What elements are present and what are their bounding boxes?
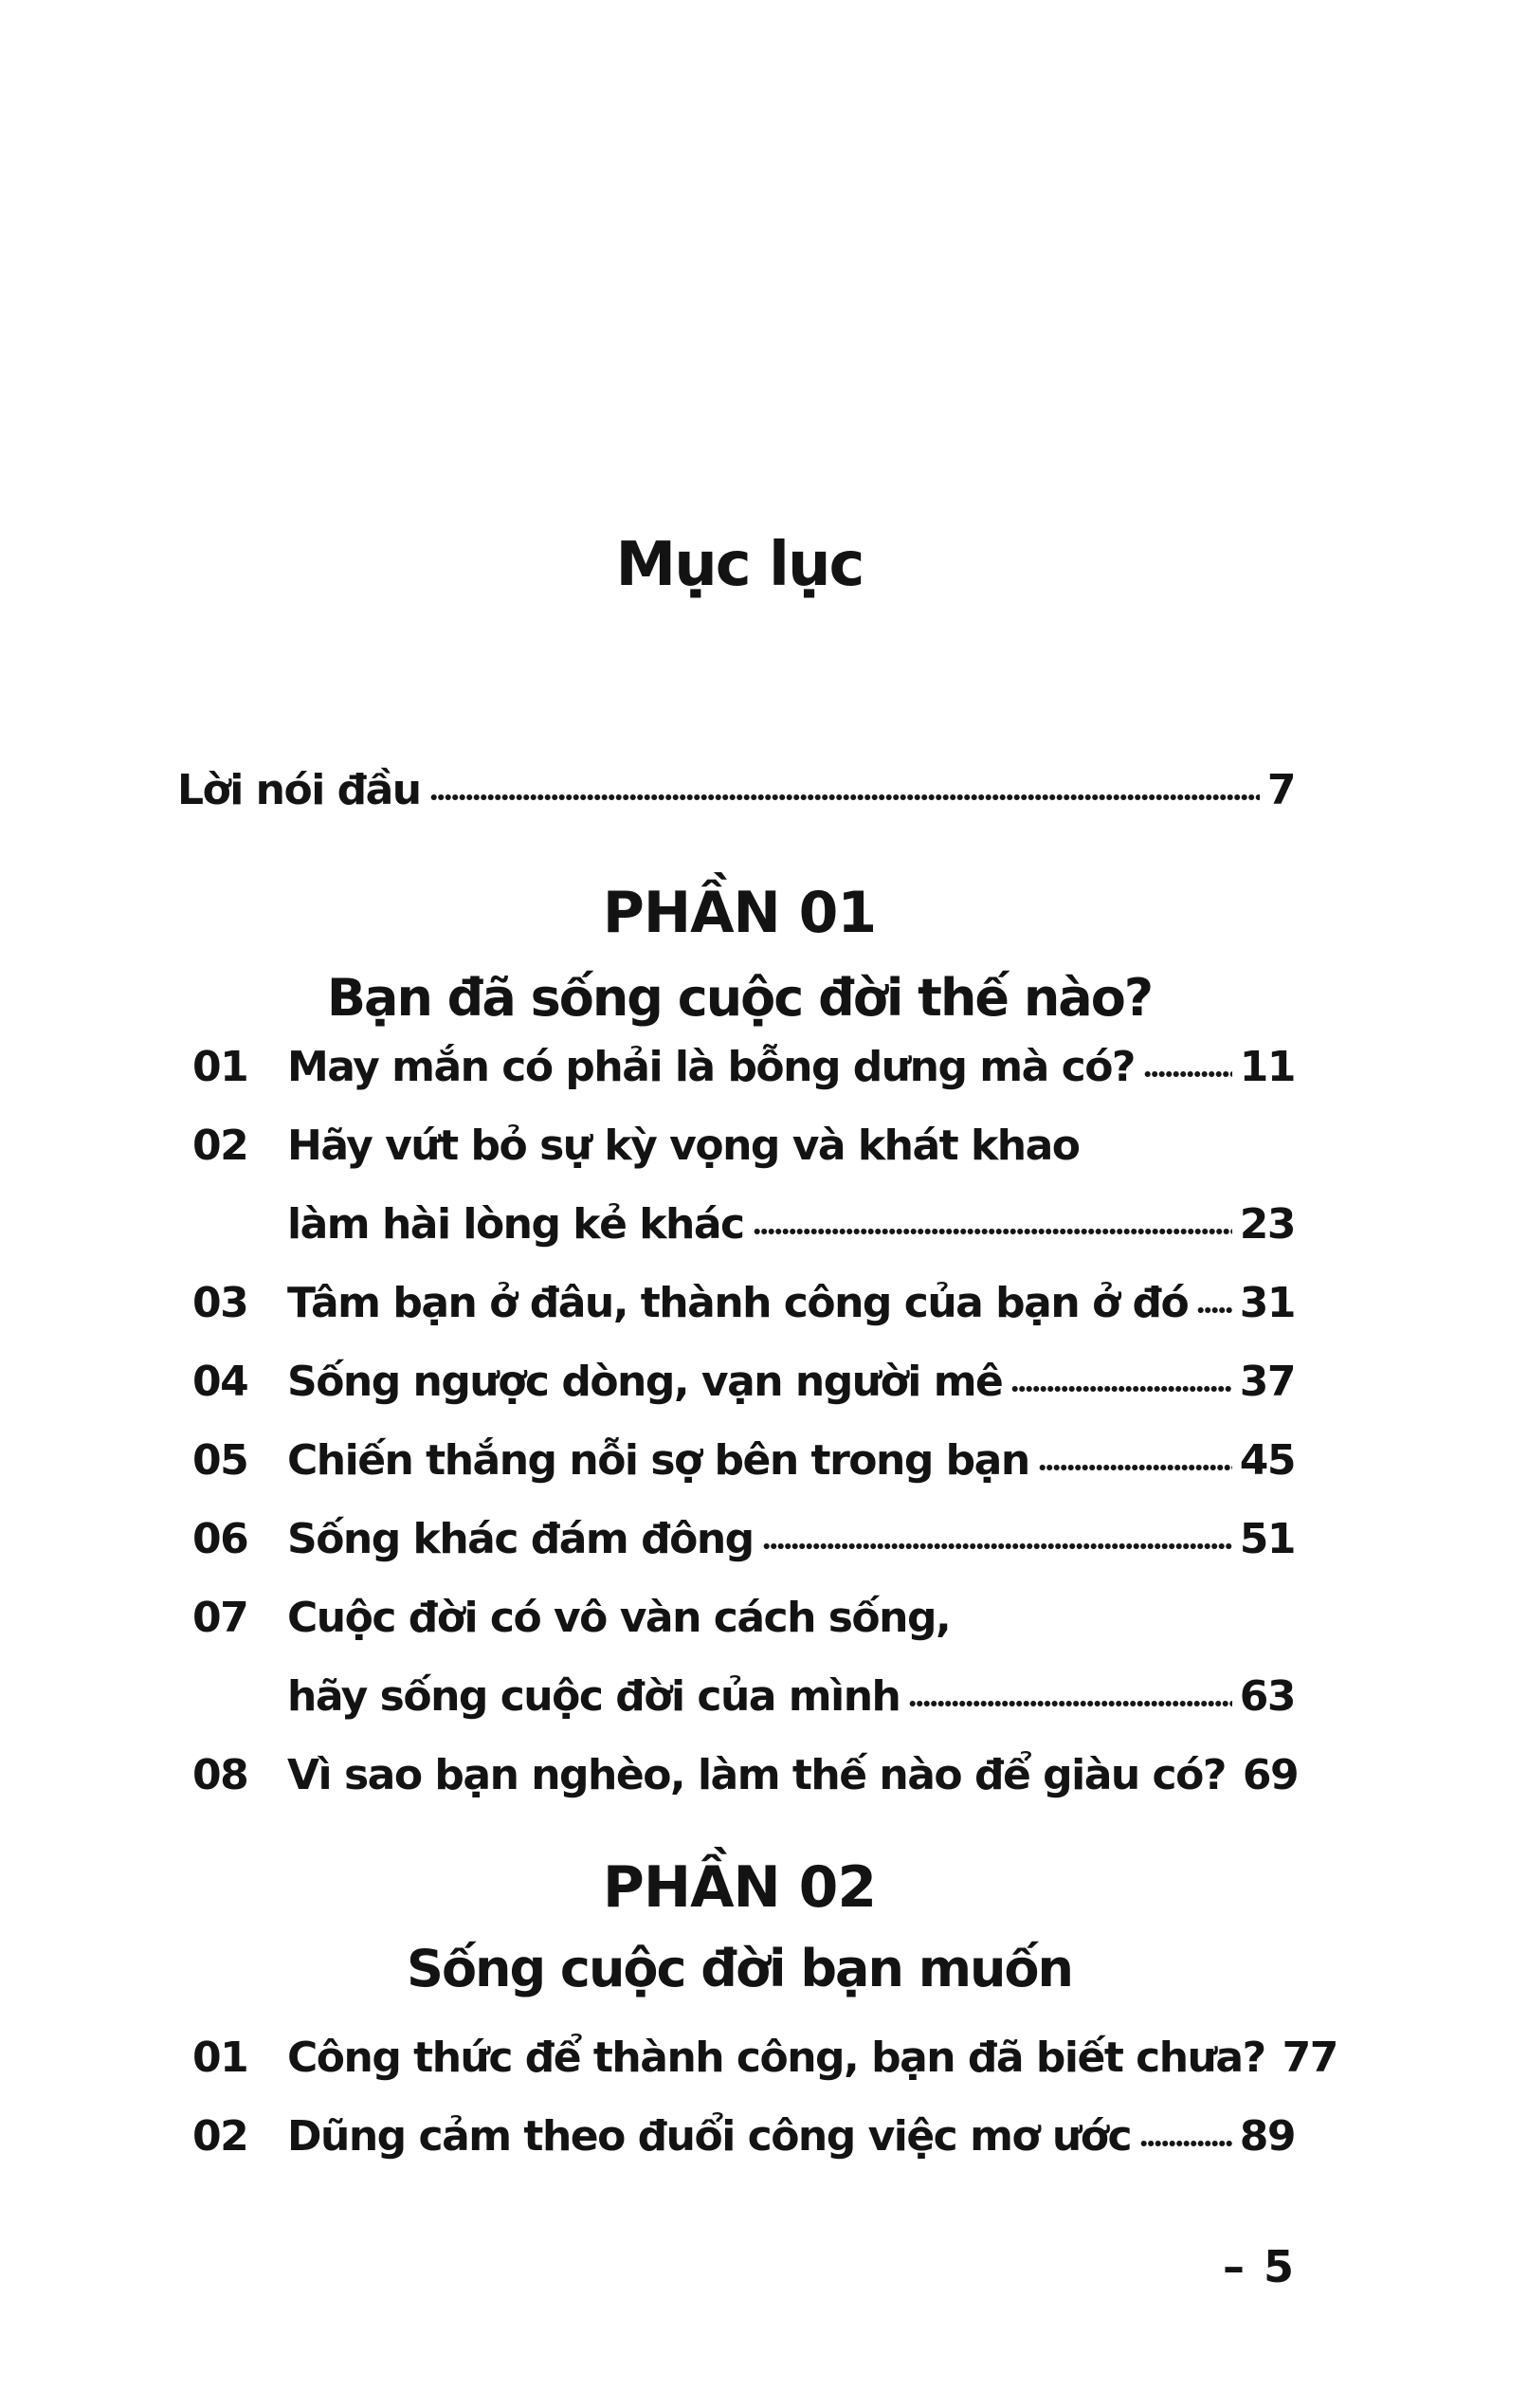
toc-entry <box>192 1264 1295 1342</box>
entry-page-number: 23 <box>1239 1200 1295 1249</box>
entry-number: 02 <box>192 2112 248 2161</box>
toc-entry <box>192 1736 1299 1815</box>
entry-page-number: 45 <box>1239 1436 1295 1485</box>
entry-title: May mắn có phải là bỗng dưng mà có? <box>287 1043 1135 1091</box>
entry-title: Tâm bạn ở đâu, thành công của bạn ở đó <box>287 1279 1189 1327</box>
entry-number: 01 <box>192 1043 248 1091</box>
entry-page-number: 11 <box>1239 1043 1295 1091</box>
entry-number: 03 <box>192 1279 248 1327</box>
page-folio-number: – 5 <box>1222 2241 1296 2292</box>
entry-title-line2: hãy sống cuộc đời của mình <box>287 1672 900 1721</box>
toc-entry <box>192 1500 1295 1578</box>
entry-page-number: 51 <box>1239 1515 1295 1563</box>
entry-page-number: 37 <box>1239 1358 1295 1406</box>
entry-number: 07 <box>192 1594 248 1642</box>
entry-title: Hãy vứt bỏ sự kỳ vọng và khát khao <box>287 1122 1080 1170</box>
entry-title: Cuộc đời có vô vàn cách sống, <box>287 1594 951 1642</box>
part2-heading: PHẦN 02 <box>602 1854 877 1921</box>
dot-leader <box>1140 2137 1232 2150</box>
entry-page-number: 77 <box>1282 2034 1337 2082</box>
part2-subtitle: Sống cuộc đời bạn muốn <box>407 1939 1072 1998</box>
entry-page-number: 69 <box>1242 1751 1299 1799</box>
dot-leader <box>763 1540 1232 1553</box>
preface-entry <box>177 751 1295 830</box>
entry-title: Sống khác đám đông <box>287 1515 754 1563</box>
toc-entry <box>192 2097 1295 2176</box>
toc-entry <box>192 1578 1295 1657</box>
entry-page-number: 89 <box>1239 2112 1295 2161</box>
toc-entry <box>192 1342 1295 1421</box>
entry-number: 06 <box>192 1515 248 1563</box>
entry-page-number: 31 <box>1239 1279 1295 1327</box>
dot-leader <box>1197 1304 1232 1317</box>
entry-title: Vì sao bạn nghèo, làm thế nào để giàu có? <box>287 1751 1226 1799</box>
entry-title-line2: làm hài lòng kẻ khác <box>287 1200 744 1249</box>
toc-entry <box>192 1421 1295 1500</box>
entry-title: Chiến thắng nỗi sợ bên trong bạn <box>287 1436 1029 1485</box>
dot-leader <box>909 1697 1231 1710</box>
part1-subtitle: Bạn đã sống cuộc đời thế nào? <box>326 968 1153 1028</box>
entry-title: Sống ngược dòng, vạn người mê <box>287 1358 1003 1406</box>
dot-leader <box>1039 1461 1232 1474</box>
dot-leader <box>1011 1382 1231 1396</box>
entry-number: 05 <box>192 1436 248 1485</box>
page-title: Mục lục <box>615 530 864 600</box>
toc-entry <box>192 1028 1295 1106</box>
preface-page-number: 7 <box>1266 766 1295 814</box>
entry-page-number: 63 <box>1239 1672 1295 1721</box>
preface-label: Lời nói đầu <box>177 766 421 814</box>
part2-entry-list <box>192 2018 1337 2176</box>
toc-entry-continuation <box>192 1657 1295 1736</box>
entry-title: Công thức để thành công, bạn đã biết chưa? <box>287 2034 1265 2082</box>
dot-leader <box>754 1225 1232 1238</box>
part1-entry-list <box>192 1028 1299 1815</box>
toc-entry <box>192 2018 1337 2097</box>
entry-number: 01 <box>192 2034 248 2082</box>
dot-leader <box>1144 1067 1232 1081</box>
toc-entry <box>192 1106 1295 1185</box>
entry-number: 04 <box>192 1358 248 1406</box>
entry-number: 02 <box>192 1122 248 1170</box>
entry-number: 08 <box>192 1751 248 1799</box>
entry-title: Dũng cảm theo đuổi công việc mơ ước <box>287 2112 1132 2161</box>
part1-heading: PHẦN 01 <box>602 880 877 946</box>
dot-leader <box>430 791 1260 804</box>
toc-entry-continuation <box>192 1185 1295 1264</box>
